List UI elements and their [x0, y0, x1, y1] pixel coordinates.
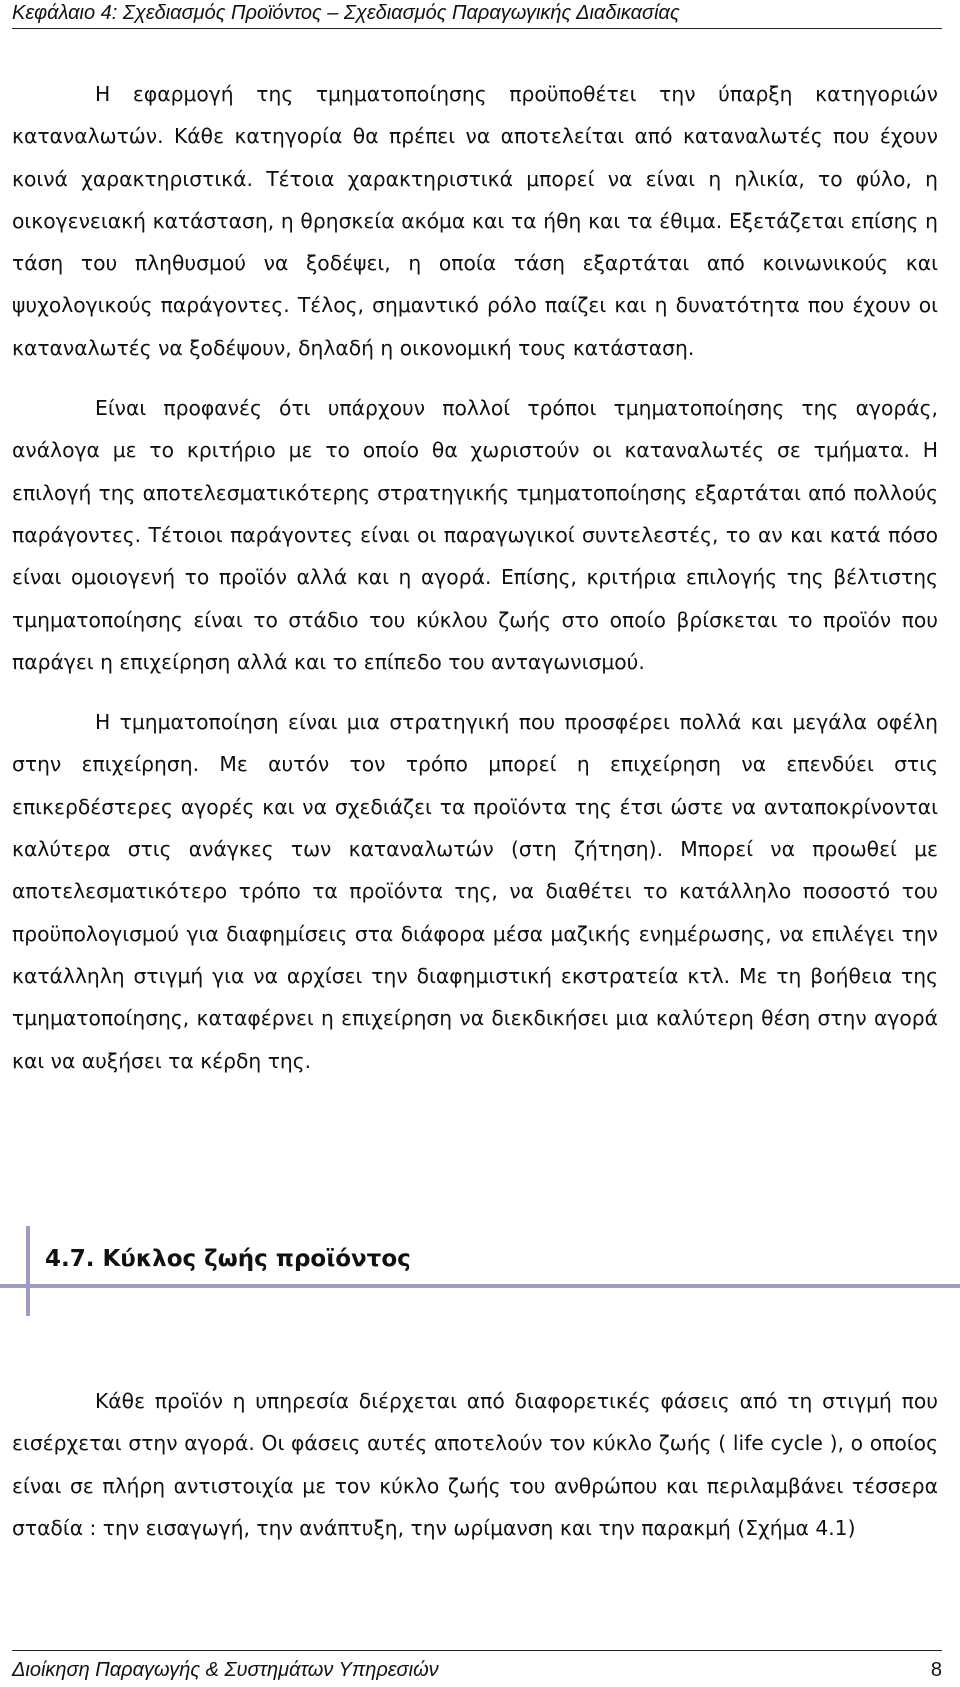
- paragraph-segmentation-methods: Είναι προφανές ότι υπάρχουν πολλοί τρόποι τμηματοποίησης της αγοράς, ανάλογα με το κριτήριο με το οποίο θα χωριστούν οι καταναλωτές σε τμήματα. Η επιλογή της αποτελεσματικότερης στρατηγικής τμηματοποίησης εξαρτάται από πολλούς παράγοντες. Τέτοιοι παράγοντες είναι οι παραγωγικοί συντελεστές, το αν και κατά πόσο είναι ομοιογενή το προϊόν αλλά και η αγορά. Επίσης, κριτήρια επιλογής της βέλτιστης τμηματοποίησης είναι το στάδιο του κύκλου ζωής στο οποίο βρίσκεται το προϊόν που παράγει η επιχείρηση αλλά και το επίπεδο του ανταγωνισμού.: [12, 396, 938, 674]
- section-heading-vertical-rule: [26, 1226, 30, 1316]
- footer-book-title: Διοίκηση Παραγωγής & Συστημάτων Υπηρεσιών: [12, 1659, 439, 1681]
- running-header: [12, 0, 942, 29]
- section-heading: 4.7. Κύκλος ζωής προϊόντος: [45, 1246, 411, 1272]
- page-number: 8: [930, 1659, 942, 1681]
- header-chapter-title: Κεφάλαιο 4: Σχεδιασμός Προϊόντος – Σχεδιασμός Παραγωγικής Διαδικασίας: [12, 2, 680, 24]
- paragraph-segmentation-benefits: Η τμηματοποίηση είναι μια στρατηγική που προσφέρει πολλά και μεγάλα οφέλη στην επιχείρηση. Με αυτόν τον τρόπο μπορεί η επιχείρηση να επενδύει στις επικερδέστερες αγορές και να σχεδιάζει τα προϊόντα της έτσι ώστε να ανταποκρίνονται καλύτερα στις ανάγκες των καταναλωτών (στη ζήτηση). Μπορεί να προωθεί με αποτελεσματικότερο τρόπο τα προϊόντα της, να διαθέτει το κατάλληλο ποσοστό του προϋπολογισμού για διαφημίσεις στα διάφορα μέσα μαζικής ενημέρωσης, να επιλέγει την κατάλληλη στιγμή για να αρχίσει την διαφημιστική εκστρατεία κτλ. Με τη βοήθεια της τμηματοποίησης, καταφέρνει η επιχείρηση να διεκδικήσει μια καλύτερη θέση στην αγορά και να αυξήσει τα κέρδη της.: [12, 710, 938, 1073]
- body-text-block: [12, 73, 938, 1082]
- section-heading-horizontal-rule: [0, 1284, 960, 1288]
- running-footer: [12, 1650, 942, 1683]
- section-heading-block: [0, 1226, 960, 1316]
- section-body-text: [12, 1380, 938, 1549]
- paragraph-segmentation-categories: Η εφαρμογή της τμηματοποίησης προϋποθέτει την ύπαρξη κατηγοριών καταναλωτών. Κάθε κατηγορία θα πρέπει να αποτελείται από καταναλωτές που έχουν κοινά χαρακτηριστικά. Τέτοια χαρακτηριστικά μπορεί να είναι η ηλικία, το φύλο, η οικογενειακή κατάσταση, η θρησκεία ακόμα και τα ήθη και τα έθιμα. Εξετάζεται επίσης η τάση του πληθυσμού να ξοδέψει, η οποία τάση εξαρτάται από κοινωνικούς και ψυχολογικούς παράγοντες. Τέλος, σημαντικό ρόλο παίζει και η δυνατότητα που έχουν οι καταναλωτές να ξοδέψουν, δηλαδή η οικονομική τους κατάσταση.: [12, 82, 938, 360]
- paragraph-product-life-cycle: Κάθε προϊόν η υπηρεσία διέρχεται από διαφορετικές φάσεις από τη στιγμή που εισέρχεται στην αγορά. Οι φάσεις αυτές αποτελούν τον κύκλο ζωής ( life cycle ), ο οποίος είναι σε πλήρη αντιστοιχία με τον κύκλο ζωής του ανθρώπου και περιλαμβάνει τέσσερα σταδία : την εισαγωγή, την ανάπτυξη, την ωρίμανση και την παρακμή (Σχήμα 4.1): [12, 1389, 938, 1540]
